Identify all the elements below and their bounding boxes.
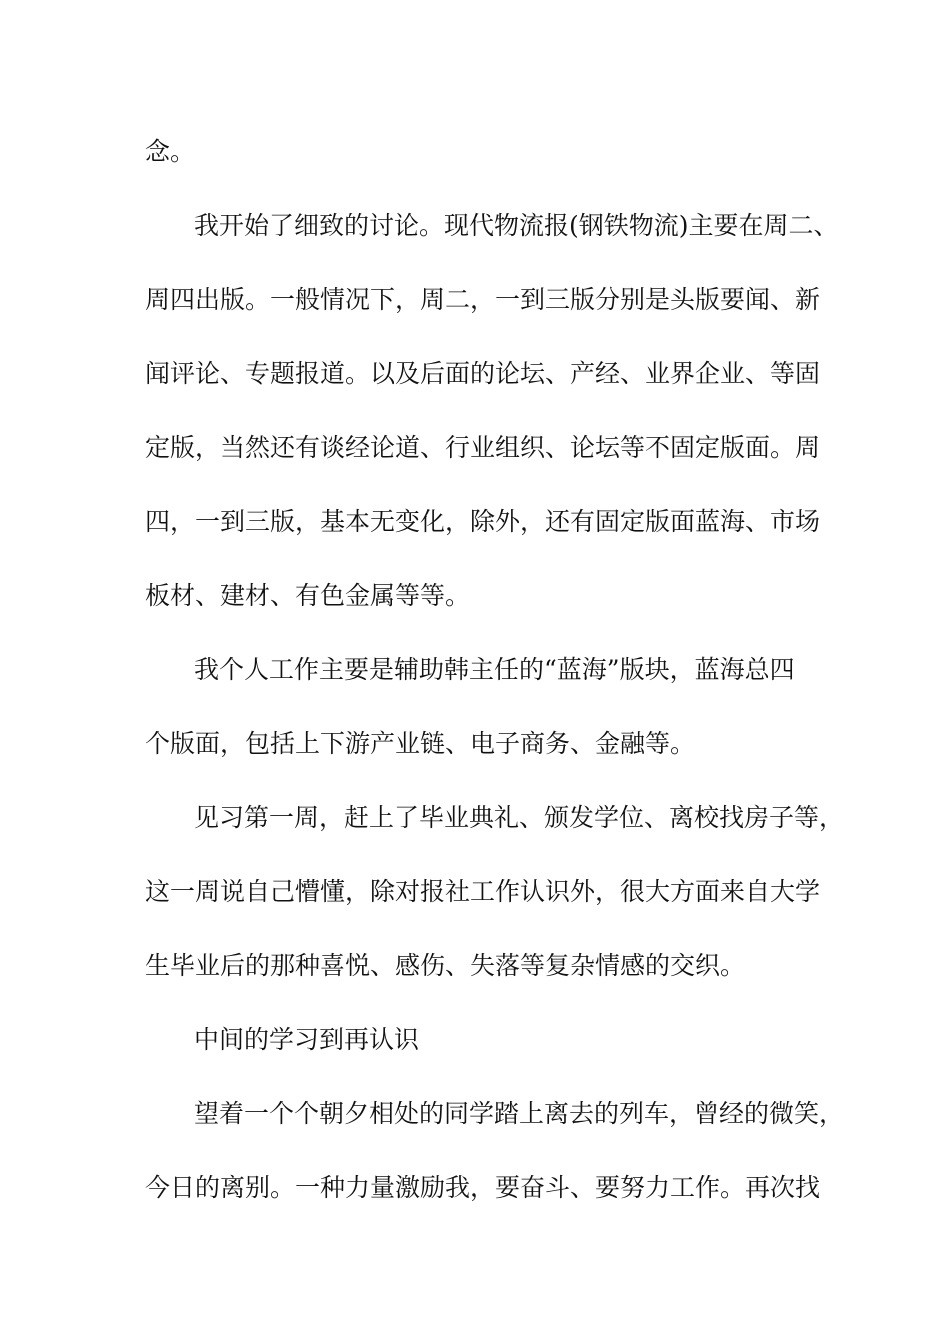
text-line: 四，一到三版，基本无变化，除外，还有固定版面蓝海、市场	[145, 507, 821, 536]
text-line: 生毕业后的那种喜悦、感伤、失落等复杂情感的交织。	[145, 951, 746, 980]
text-line: 望着一个个朝夕相处的同学踏上离去的列车，曾经的微笑，	[194, 1099, 845, 1128]
text-line: 念。	[145, 137, 196, 166]
text-line: 周四出版。一般情况下，周二，一到三版分别是头版要闻、新	[145, 285, 821, 314]
text-line: 个版面，包括上下游产业链、电子商务、金融等。	[145, 729, 696, 758]
text-line: 板材、建材、有色金属等等。	[145, 581, 471, 610]
section-heading: 中间的学习到再认识	[194, 1025, 420, 1054]
text-line: 闻评论、专题报道。以及后面的论坛、产经、业界企业、等固	[145, 359, 821, 388]
text-line: 这一周说自己懵懂，除对报社工作认识外，很大方面来自大学	[145, 877, 821, 906]
text-line: 今日的离别。一种力量激励我，要奋斗、要努力工作。再次找	[145, 1173, 821, 1202]
text-line: 我个人工作主要是辅助韩主任的“蓝海”版块，蓝海总四	[194, 655, 795, 684]
text-line: 见习第一周，赶上了毕业典礼、颁发学位、离校找房子等，	[194, 803, 845, 832]
text-line: 我开始了细致的讨论。现代物流报(钢铁物流)主要在周二、	[194, 211, 839, 240]
text-line: 定版，当然还有谈经论道、行业组织、论坛等不固定版面。周	[145, 433, 821, 462]
